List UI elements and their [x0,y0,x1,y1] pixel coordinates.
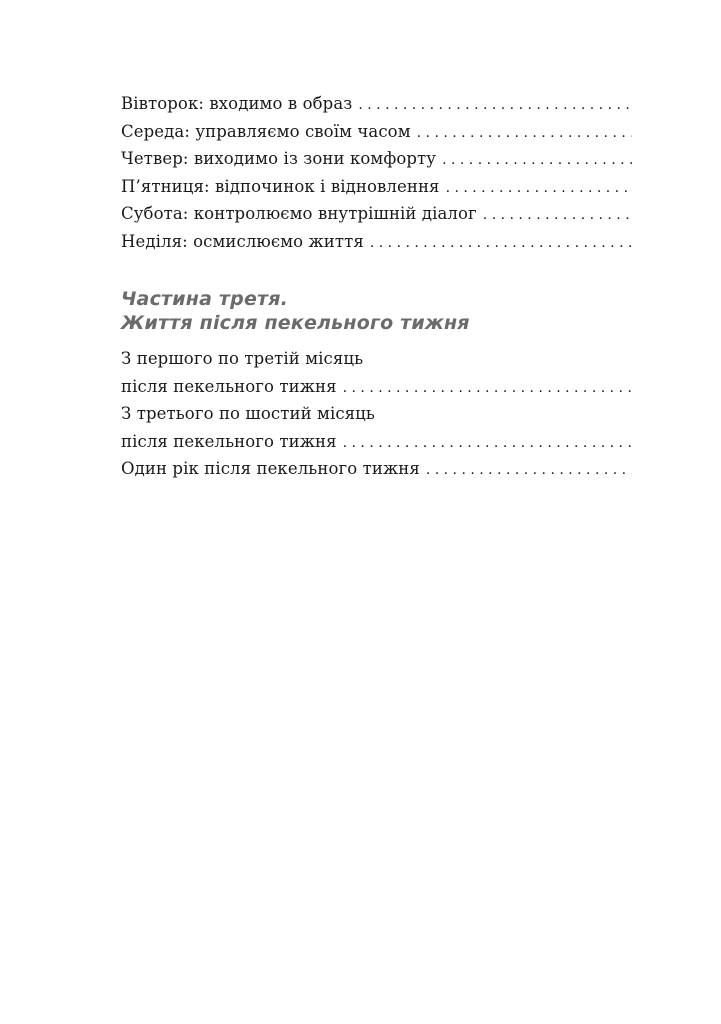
toc-entry-months-1-3-line2[interactable] [121,377,632,405]
toc-entry-months-3-6-line1[interactable] [121,404,632,432]
dot-leader [358,97,632,113]
dot-leader [442,152,632,168]
dot-leader [483,207,632,223]
toc-entry-months-3-6-line2[interactable] [121,432,632,460]
toc-entry-label: Неділя: осмислюємо життя [121,231,364,251]
toc-entry-label: Один рік після пекельного тижня [121,459,420,478]
toc-entry-saturday[interactable] [121,204,632,232]
toc-entry-label: Четвер: виходимо із зони комфорту [121,149,437,168]
toc-entry-label: Середа: управляємо своїм часом [121,121,411,141]
toc-entry-thursday[interactable] [121,149,632,177]
part-three-heading [121,287,632,335]
dot-leader [343,380,632,396]
toc-page [121,94,632,487]
dot-leader [446,180,632,196]
toc-entry-tuesday[interactable] [121,94,632,122]
dot-leader [417,125,632,141]
toc-entry-label: З третього по шостий місяць [121,404,375,423]
toc-entry-label: після пекельного тижня [121,376,337,396]
toc-entry-wednesday[interactable] [121,122,632,150]
toc-entry-label: З першого по третій місяць [121,349,364,368]
toc-entry-one-year[interactable] [121,459,632,487]
toc-entry-sunday[interactable] [121,232,632,260]
part-three-title: Частина третя. [121,288,289,310]
dot-leader [343,435,632,451]
toc-entry-label: П’ятниця: відпочинок і відновлення [121,176,440,196]
dot-leader [426,462,632,478]
part-three-subtitle: Життя після пекельного тижня [121,312,470,334]
dot-leader [370,235,632,251]
toc-entry-label: Субота: контролюємо внутрішній діалог [121,204,477,223]
toc-entry-months-1-3-line1[interactable] [121,349,632,377]
toc-entry-label: після пекельного тижня [121,431,337,451]
toc-entry-friday[interactable] [121,177,632,205]
toc-entry-label: Вівторок: входимо в образ [121,94,353,113]
